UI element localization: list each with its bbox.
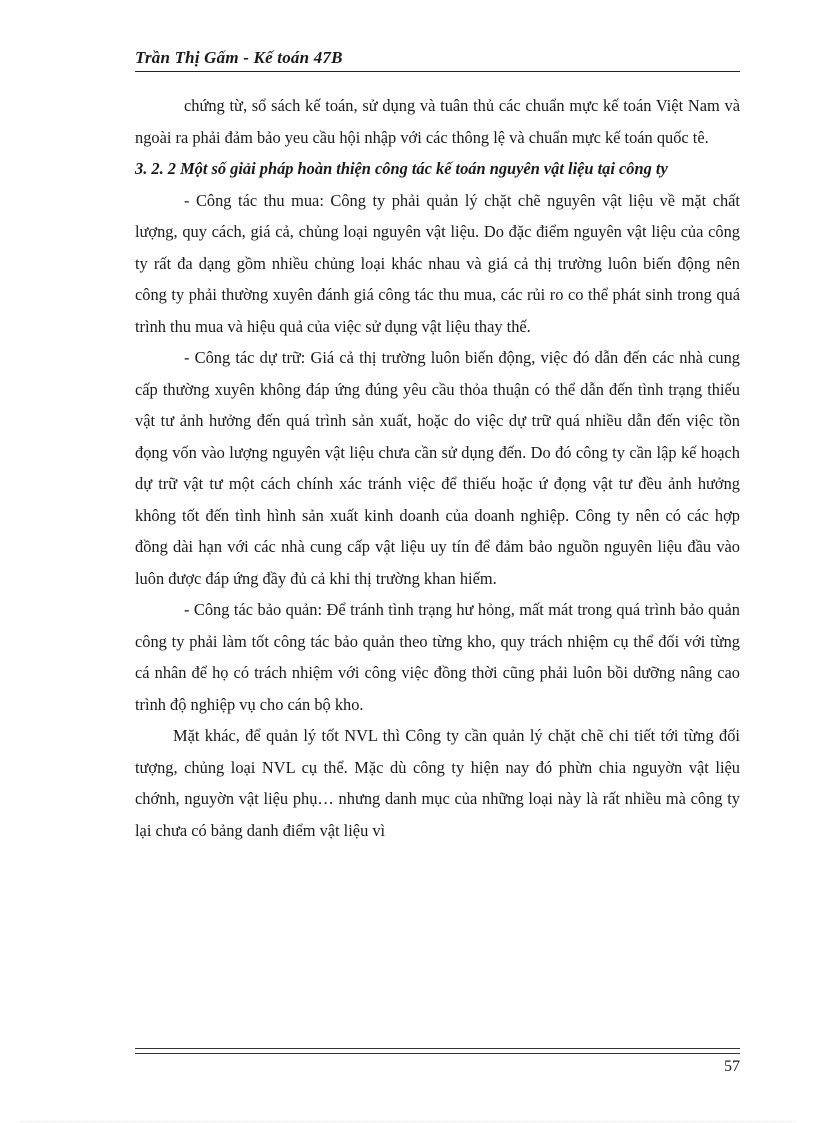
- document-body: [135, 90, 740, 846]
- page-edge-divider: [20, 1121, 796, 1122]
- paragraph-storage: - Công tác bảo quản: Để tránh tình trạng hư hỏng, mất mát trong quá trình bảo quản công ty phải làm tốt công tác bảo quản theo từng kho, quy trách nhiệm cụ thể đối với từng cá nhân để họ có trách nhiệm với công việc đồng thời cũng phải luôn bồi dưỡng nâng cao trình độ nghiệp vụ cho cán bộ kho.: [135, 600, 740, 714]
- running-header: Trần Thị Gấm - Kế toán 47B: [135, 48, 343, 67]
- paragraph-accounting-standards: chứng từ, sổ sách kế toán, sử dụng và tuân thủ các chuẩn mực kế toán Việt Nam và ngoài ra phải đảm bảo yeu cầu hội nhập với các thông lệ và chuẩn mực kế toán quốc tê.: [135, 96, 740, 147]
- page-number: 57: [724, 1058, 740, 1075]
- paragraph-reserves: - Công tác dự trữ: Giá cả thị trường luôn biến động, việc đó dẫn đến các nhà cung cấp thường xuyên không đáp ứng đúng yêu cầu thỏa thuận có thể dẫn đến tình trạng thiếu vật tư ảnh hưởng đến quá trình sản xuất, hoặc do việc dự trữ quá nhiều dẫn đến việc tồn đọng vốn vào lượng nguyên vật liệu chưa cần sử dụng đến. Do đó công ty cần lập kế hoạch dự trữ vật tư một cách chính xác tránh việc để thiếu hoặc ứ đọng vật tư đều ảnh hưởng không tốt đến tình hình sản xuất kinh doanh của doanh nghiệp. Công ty nên có các hợp đồng dài hạn với các nhà cung cấp vật liệu uy tín để đảm bảo nguồn nguyên liệu đầu vào luôn được đáp ứng đầy đủ cả khi thị trường khan hiếm.: [135, 348, 740, 588]
- footer-divider: [135, 1048, 740, 1054]
- section-heading: 3. 2. 2 Một số giải pháp hoàn thiện công tác kế toán nguyên vật liệu tại công ty: [135, 159, 668, 178]
- paragraph-purchasing: - Công tác thu mua: Công ty phải quản lý chặt chẽ nguyên vật liệu về mặt chất lượng, quy cách, giá cả, chủng loại nguyên vật liệu. Do đặc điểm nguyên vật liệu của công ty rất đa dạng gồm nhiều chủng loại khác nhau và giá cả thị trường luôn biến động nên công ty phải thường xuyên đánh giá công tác thu mua, các rủi ro co thể phát sinh trong quá trình thu mua và hiệu quả của việc sử dụng vật liệu thay thế.: [135, 190, 740, 336]
- header-divider: [135, 71, 740, 72]
- paragraph-material-management: Mặt khác, để quản lý tốt NVL thì Công ty cần quản lý chặt chẽ chi tiết tới từng đối tượng, chủng loại NVL cụ thể. Mặc dù công ty hiện nay đó phừn chia nguyờn vật liệu chớnh, nguyờn vật liệu phụ… nhưng danh mục của những loại này là rất nhiều mà công ty lại chưa có bảng danh điểm vật liệu vì: [135, 726, 740, 840]
